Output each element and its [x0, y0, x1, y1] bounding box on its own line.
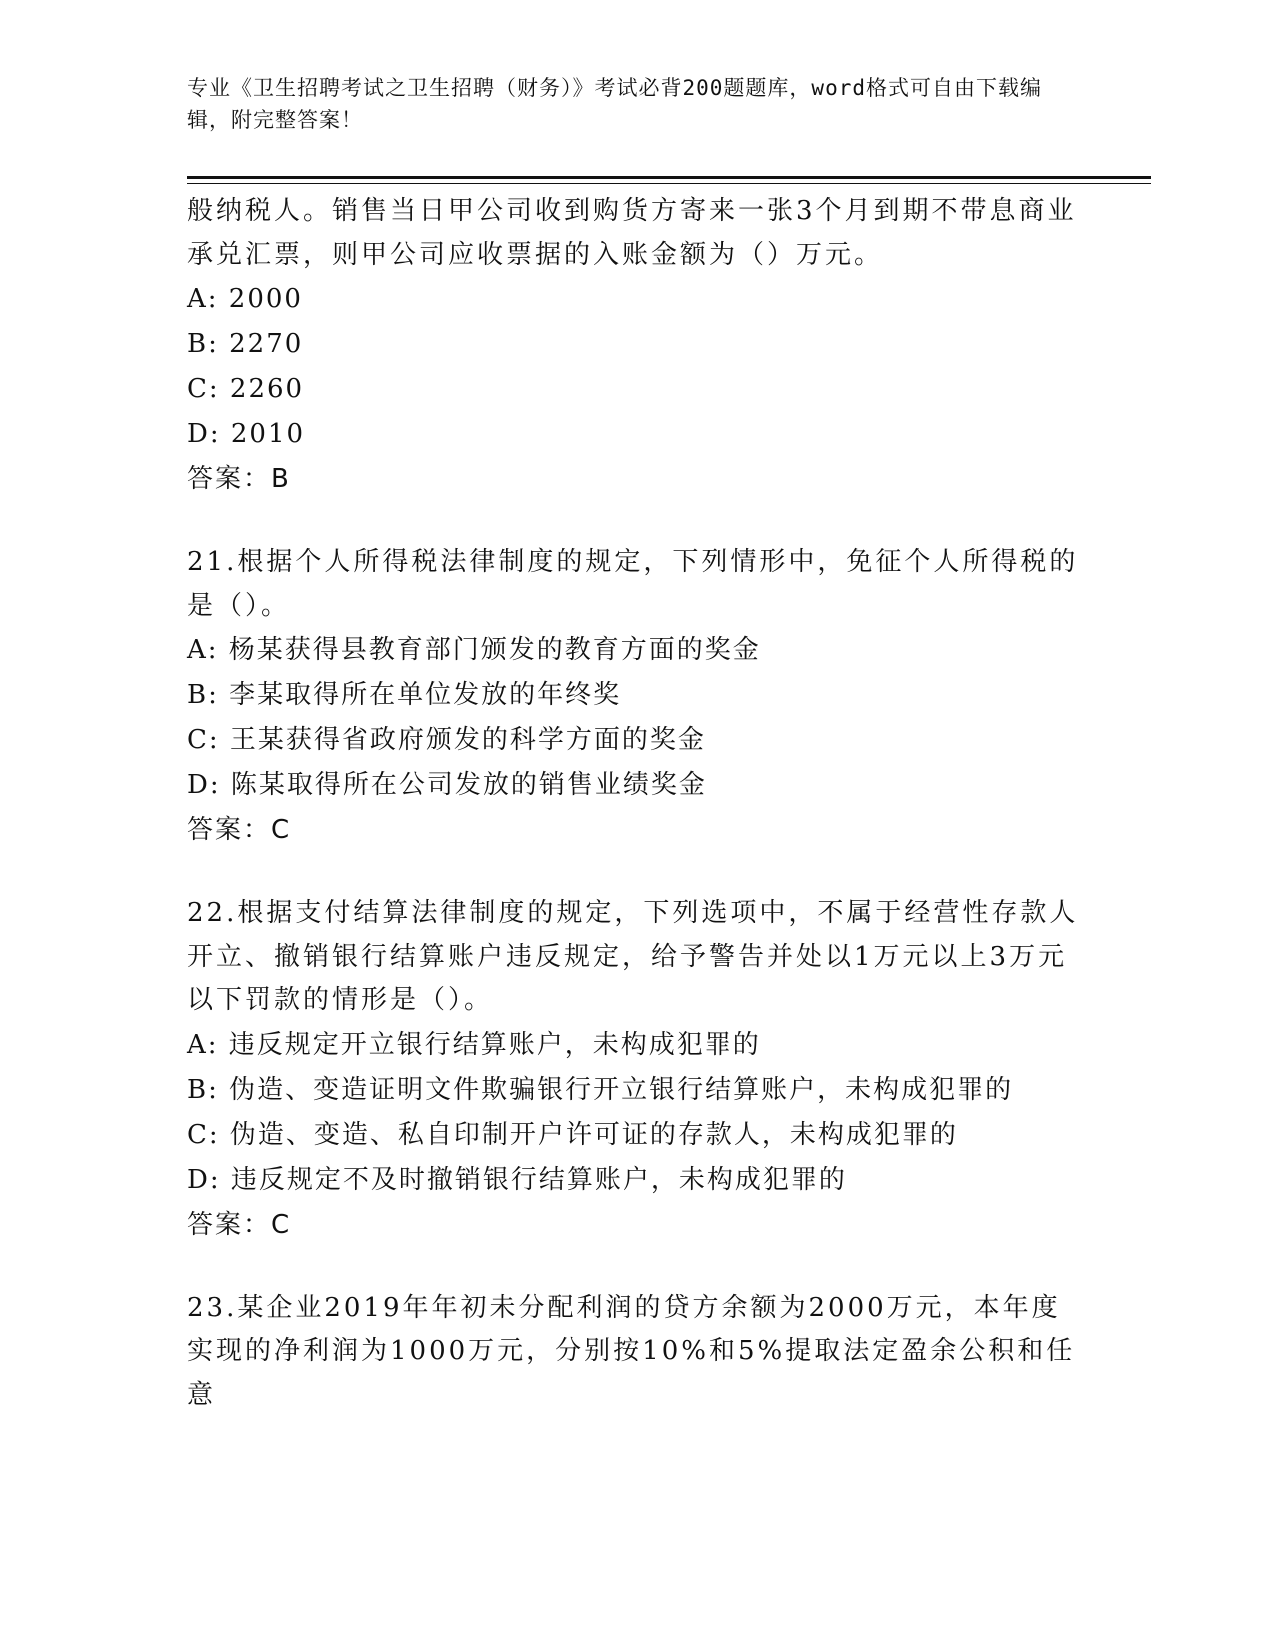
question-21	[187, 541, 1087, 852]
question-22	[187, 892, 1087, 1247]
question-stem: 般纳税人。销售当日甲公司收到购货方寄来一张3个月到期不带息商业承兑汇票，则甲公司应收票据的入账金额为（）万元。	[187, 196, 1077, 270]
option-a: A: 违反规定开立银行结算账户，未构成犯罪的	[187, 1029, 761, 1060]
question-list	[187, 190, 1087, 1417]
document-header-title: 专业《卫生招聘考试之卫生招聘（财务）》考试必背200题题库，word格式可自由下载编辑，附完整答案！	[187, 76, 1042, 132]
option-b: B: 李某取得所在单位发放的年终奖	[187, 680, 622, 710]
answer-line: 答案：B	[187, 464, 291, 494]
option-a: A: 2000	[187, 284, 303, 314]
header-divider-thin	[187, 183, 1151, 184]
option-d: D: 陈某取得所在公司发放的销售业绩奖金	[187, 770, 707, 800]
option-d: D: 违反规定不及时撤销银行结算账户，未构成犯罪的	[187, 1164, 847, 1195]
option-a: A: 杨某获得县教育部门颁发的教育方面的奖金	[187, 635, 761, 665]
header-divider-thick	[187, 176, 1151, 179]
answer-line: 答案：C	[187, 1209, 292, 1240]
option-c: C: 王某获得省政府颁发的科学方面的奖金	[187, 725, 706, 755]
question-stem: 22.根据支付结算法律制度的规定，下列选项中，不属于经营性存款人开立、撤销银行结算账户违反规定，给予警告并处以1万元以上3万元以下罚款的情形是（）。	[187, 898, 1079, 1015]
option-d: D: 2010	[187, 419, 306, 449]
question-stem: 23.某企业2019年年初未分配利润的贷方余额为2000万元，本年度实现的净利润为1000万元，分别按10%和5%提取法定盈余公积和任意	[187, 1292, 1076, 1410]
option-b: B: 2270	[187, 329, 304, 359]
option-c: C: 伪造、变造、私自印制开户许可证的存款人，未构成犯罪的	[187, 1119, 958, 1150]
question-23	[187, 1287, 1087, 1418]
question-20-continued	[187, 190, 1087, 501]
option-b: B: 伪造、变造证明文件欺骗银行开立银行结算账户，未构成犯罪的	[187, 1074, 1014, 1105]
question-stem: 21.根据个人所得税法律制度的规定，下列情形中，免征个人所得税的是（）。	[187, 547, 1079, 621]
option-c: C: 2260	[187, 374, 305, 404]
answer-line: 答案：C	[187, 815, 292, 845]
